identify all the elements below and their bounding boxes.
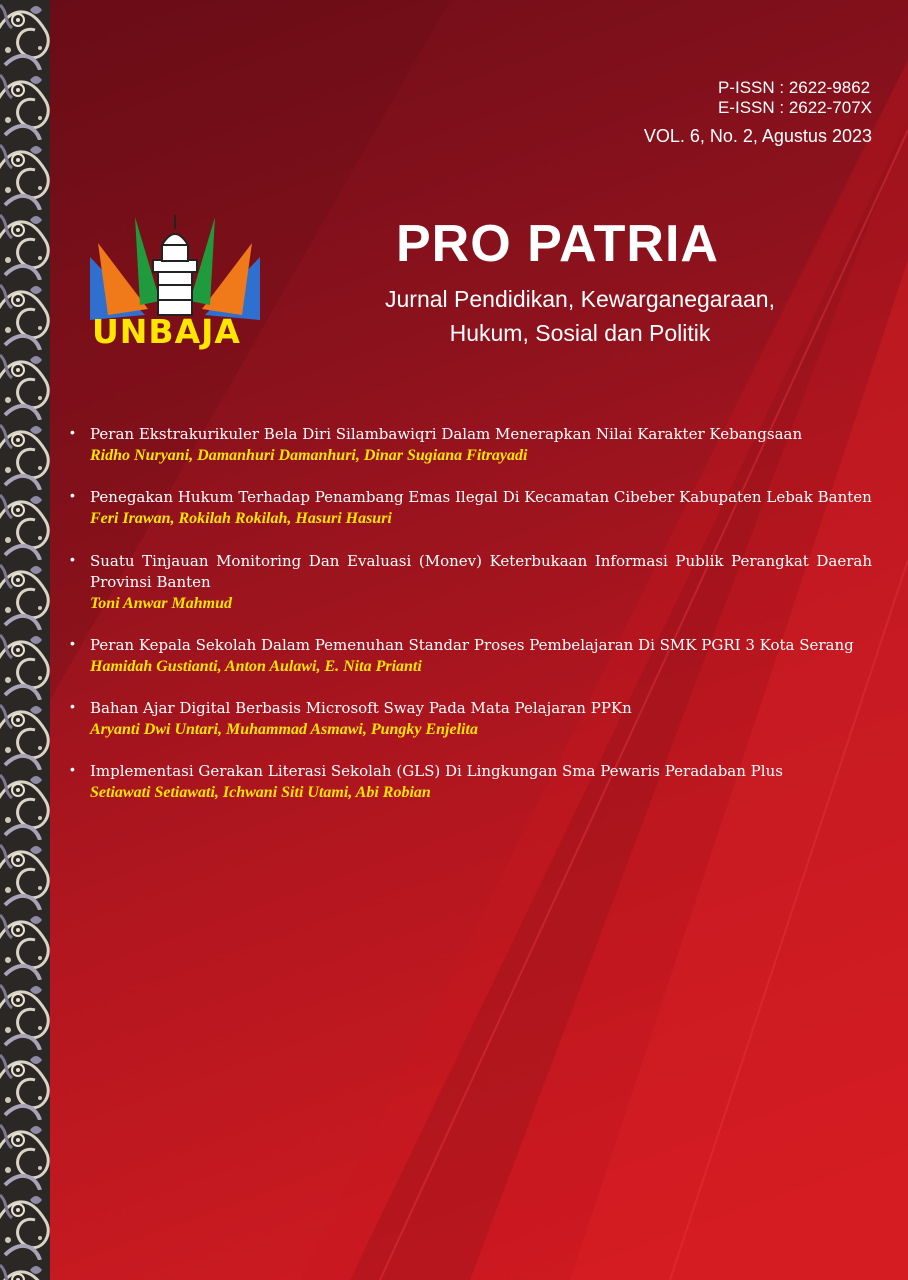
batik-pattern (0, 0, 50, 1280)
logo-wordmark: UNBAJA (92, 312, 241, 351)
bullet-icon: • (70, 551, 75, 567)
bullet-icon: • (70, 635, 75, 651)
toc-item (70, 761, 872, 803)
article-authors: Feri Irawan, Rokilah Rokilah, Hasuri Hasuri (90, 510, 392, 527)
bullet-icon: • (70, 761, 75, 777)
bullet-icon: • (70, 487, 75, 503)
bullet-icon: • (70, 698, 75, 714)
journal-cover (50, 0, 908, 1280)
issn-block (718, 78, 872, 118)
article-authors: Aryanti Dwi Untari, Muhammad Asmawi, Pungky Enjelita (90, 721, 478, 738)
article-title: Peran Ekstrakurikuler Bela Diri Silambawiqri Dalam Menerapkan Nilai Karakter Kebangsaan (90, 425, 803, 443)
journal-title: PRO PATRIA (396, 215, 719, 273)
article-title: Suatu Tinjauan Monitoring Dan Evaluasi (Monev) Keterbukaan Informasi Publik Perangkat Daerah Provinsi Banten (90, 552, 872, 591)
article-authors: Ridho Nuryani, Damanhuri Damanhuri, Dinar Sugiana Fitrayadi (90, 447, 528, 464)
toc-item (70, 698, 872, 740)
subtitle-line-1: Jurnal Pendidikan, Kewarganegaraan, (385, 286, 775, 312)
toc-item (70, 424, 872, 466)
article-title: Bahan Ajar Digital Berbasis Microsoft Sway Pada Mata Pelajaran PPKn (90, 699, 632, 717)
article-title: Peran Kepala Sekolah Dalam Pemenuhan Standar Proses Pembelajaran Di SMK PGRI 3 Kota Serang (90, 636, 854, 654)
article-authors: Hamidah Gustianti, Anton Aulawi, E. Nita Prianti (90, 658, 422, 675)
subtitle-line-2: Hukum, Sosial dan Politik (449, 320, 711, 346)
article-title: Implementasi Gerakan Literasi Sekolah (GLS) Di Lingkungan Sma Pewaris Peradaban Plus (90, 762, 783, 780)
article-authors: Setiawati Setiawati, Ichwani Siti Utami, Abi Robian (90, 784, 431, 801)
journal-subtitle (300, 282, 860, 350)
table-of-contents (70, 424, 872, 803)
batik-pattern-strip (0, 0, 50, 1280)
toc-item (70, 551, 872, 614)
article-title: Penegakan Hukum Terhadap Penambang Emas Ilegal Di Kecamatan Cibeber Kabupaten Lebak Banten (90, 488, 872, 506)
electronic-issn: E-ISSN : 2622-707X (717, 98, 872, 117)
bullet-icon: • (70, 424, 75, 440)
article-authors: Toni Anwar Mahmud (90, 595, 232, 612)
volume-issue: VOL. 6, No. 2, Agustus 2023 (643, 126, 872, 146)
toc-item (70, 635, 872, 677)
toc-item (70, 487, 872, 529)
print-issn: P-ISSN : 2622-9862 (717, 78, 871, 97)
